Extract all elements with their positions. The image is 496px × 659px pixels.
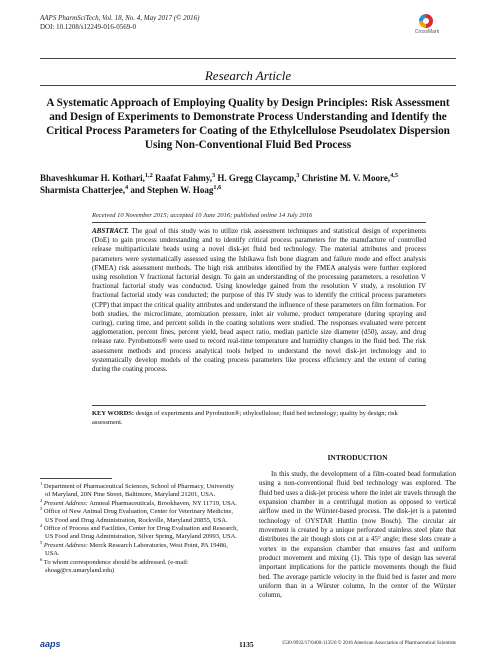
footnote: $^6$ To whom correspondence should be addressed. (e-mail: shoag@rx.umaryland.edu) — [40, 556, 189, 575]
crossmark-label: CrossMark — [414, 29, 440, 35]
footnote: $^3$ Office of New Animal Drug Evaluation, Center for Veterinary Medicine, US Food and Drug Administration, Rockville, Maryland 20855, USA. — [40, 506, 234, 524]
footnote: $^1$ Department of Pharmaceutical Sciences, School of Pharmacy, University of Maryland, 20N Pine Street, Baltimore, Maryland 21201, USA. — [40, 480, 234, 499]
abstract-label: ABSTRACT. — [92, 227, 129, 235]
page-number: 1135 — [239, 640, 254, 649]
abstract-bottom-rule — [92, 405, 426, 406]
author: and Stephen W. Hoag$^{1,6}$ — [130, 184, 222, 195]
aaps-logo: aaps — [40, 639, 61, 649]
footnote-rule — [40, 478, 112, 479]
crossmark-logo[interactable] — [405, 14, 451, 38]
author: H. Gregg Claycamp,$^3$ — [217, 172, 300, 183]
crossmark-icon — [419, 14, 433, 28]
keywords — [92, 410, 426, 427]
section-label: Research Article — [204, 68, 292, 83]
author: Bhaveshkumar H. Kothari,$^{1,2}$ — [40, 172, 153, 183]
author-list — [40, 172, 456, 196]
abstract — [92, 227, 426, 374]
section-rule — [40, 85, 456, 86]
footnote: $^4$ Office of Process and Facilities, Center for Drug Evaluation and Research, US Food and Drug Administration, Silver Spring, Maryland 20993, USA. — [40, 522, 239, 541]
abstract-top-rule — [92, 222, 426, 223]
author: Christine M. V. Moore,$^{4,5}$ — [301, 172, 398, 183]
keywords-label: KEY WORDS: — [92, 410, 135, 417]
copyright-line: 1530-9932/17/0400-1135/0 © 2016 American Association of Pharmaceutical Scientists — [281, 641, 456, 646]
keywords-text: design of experiments and Pyrobutton®; ethylcellulose; fluid bed technology; quality by design; risk assessment. — [92, 410, 398, 426]
introduction-text: In this study, the development of a film-coated bead formulation using a non-conventional fluid bed technology was explored. The fluid bed uses a disk-jet process where the inlet air travels through the expansion chamber in a centrifugal motion as opposed to vertical airflow used in the Würster-based process. The disk-jet is a patented technology of OYSTAR Huttlin (now Bosch). The circular air movement is created by a unique perforated stainless steel plate that distributes the air though slots cut at a 45° angle; these slots create a vortex in the expansion chamber that ensures fast and uniform product movement and mixing (1). This type of design has several important implications for the particle movements though the fluid bed. The average particle velocity in the fluid bed is faster and more uniform than in a Würster column, In the center of the Würster column, — [259, 470, 456, 600]
abstract-text: The goal of this study was to utilize risk assessment techniques and statistical design of experiments (DoE) to gain process understanding and to identify critical process parameters for the manufacture of controlled release multiparticulate beads using a novel disk-jet fluid bed technology. The material attributes and process parameters were systematically assessed using the Ishikawa fish bone diagram and failure mode and effect analysis (FMEA) risk assessment methods. The high risk attributes identified by the FMEA analysis were further explored using resolution V fractional factorial design. To gain an understanding of the processing parameters, a resolution V fractional factorial study was conducted. Using knowledge gained from the resolution V study, a resolution IV fractional factorial study was conducted; the purpose of this IV study was to identify the critical process parameters (CPP) that impact the critical quality attributes and understand the influence of these parameters on film formation. For both studies, the microclimate, atomization pressure, inlet air volume, product temperature (during spraying and curing), curing time, and percent solids in the coating solutions were studied. The responses evaluated were percent agglomeration, percent fines, percent yield, bead aspect ratio, median particle size diameter (d50), assay, and drug release rate. Pyrobuttons® were used to record real-time temperature and humidity changes in the fluid bed. The risk assessment methods and process analytical tools helped to understand the novel disk-jet technology and to systematically develop models of the coating process parameters like process efficiency and the extent of curing during the coating process. — [92, 227, 426, 374]
author: Sharmista Chatterjee,$^4$ — [40, 184, 129, 195]
page-footer — [40, 639, 456, 651]
introduction-heading: INTRODUCTION — [327, 453, 388, 462]
top-rule — [40, 58, 456, 59]
author: Raafat Fahmy,$^3$ — [154, 172, 216, 183]
doi-line: DOI: 10.1208/s12249-016-0569-0 — [40, 23, 137, 31]
footnote: $^5$ Present Address: Merck Research Laboratories, West Point, PA 19486, USA. — [40, 539, 228, 558]
journal-citation: AAPS PharmSciTech, Vol. 18, No. 4, May 2017 (© 2016) — [40, 14, 200, 22]
footnote: $^2$ Present Address: Amneal Pharmaceuticals, Brookhaven, NY 11719, USA. — [40, 497, 237, 507]
article-title: A Systematic Approach of Employing Quality by Design Principles: Risk Assessment and Design of Experiments to Demonstrate Process Understanding and Identify the Critical Process Parameters for Coating of the Ethylcellulose Pseudolatex Dispersion Using Non-Conventional Fluid Bed Process — [46, 97, 450, 151]
footnotes — [40, 480, 239, 575]
received-dates: Received 10 November 2015; accepted 10 June 2016; published online 14 July 2016 — [92, 212, 313, 219]
